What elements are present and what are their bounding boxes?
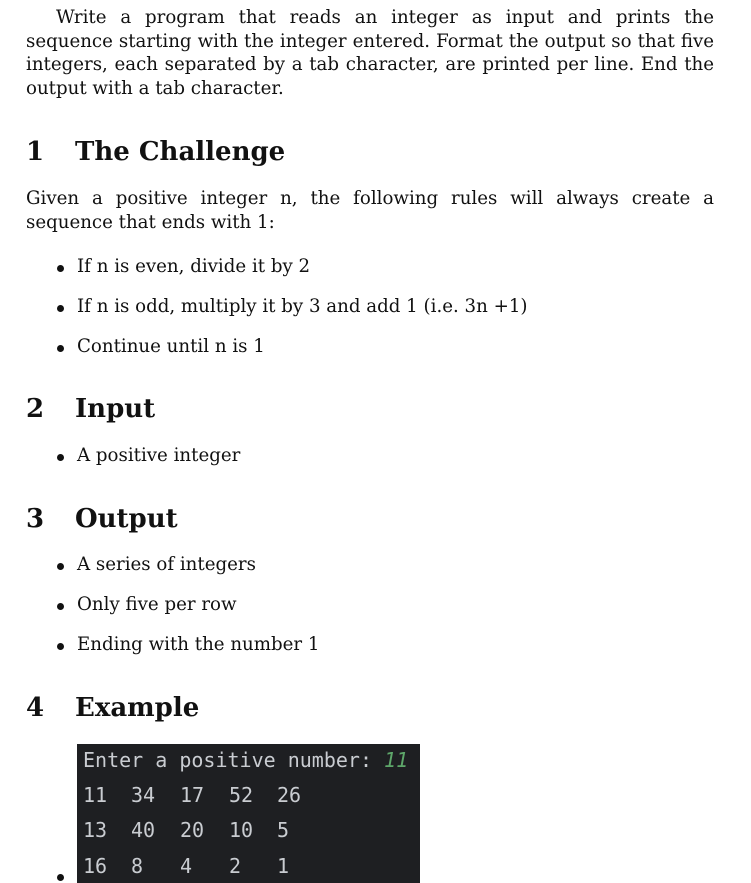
terminal-output-row [83, 815, 413, 845]
terminal-output-value: 10 [229, 818, 254, 842]
terminal-output-row [83, 780, 413, 810]
list-item-text: A series of integers [77, 554, 256, 575]
bullet-icon [57, 345, 64, 352]
bullet-icon [57, 603, 64, 610]
section-heading-example [26, 692, 199, 724]
list-item-text: Continue until n is 1 [77, 336, 265, 357]
list-item-text: If n is odd, multiply it by 3 and add 1 (i.e. 3n +1) [77, 296, 528, 317]
section-heading-output [26, 503, 178, 535]
list-item-text: If n is even, divide it by 2 [77, 256, 311, 277]
list-item [0, 633, 751, 673]
terminal-output-value: 2 [229, 854, 242, 878]
bullet-icon [57, 305, 64, 312]
section-title: The Challenge [75, 137, 286, 167]
section-number: 3 [26, 504, 45, 534]
terminal-output-value: 52 [229, 783, 254, 807]
intro-paragraph: Write a program that reads an integer as input and prints the sequence starting with the integer entered. Format the output so that five integers, each separated by a tab character, are printed per line. End the output with a tab character. [26, 7, 714, 99]
terminal-output-value: 13 [83, 818, 108, 842]
section-title: Output [75, 504, 178, 534]
list-item [0, 255, 751, 295]
bullet-icon [57, 643, 64, 650]
bullet-icon [57, 265, 64, 272]
section-heading-challenge [26, 136, 285, 168]
list-item [0, 444, 751, 484]
input-bullet-list [0, 444, 751, 484]
section-number: 1 [26, 137, 45, 167]
terminal-output-value: 5 [277, 818, 290, 842]
terminal-output-value: 20 [180, 818, 205, 842]
challenge-paragraph: Given a positive integer n, the following rules will always create a sequence that ends with 1: [26, 188, 714, 233]
section-number: 2 [26, 394, 45, 424]
terminal-prompt-line [83, 745, 408, 775]
output-bullet-list [0, 553, 751, 673]
bullet-icon [57, 874, 64, 881]
bullet-icon [57, 454, 64, 461]
example-terminal-screenshot [77, 744, 420, 883]
list-item [0, 553, 751, 593]
list-item [0, 335, 751, 375]
section-number: 4 [26, 693, 45, 723]
terminal-output-value: 4 [180, 854, 193, 878]
list-item [0, 295, 751, 335]
section-heading-input [26, 393, 155, 425]
terminal-output-value: 40 [131, 818, 156, 842]
section-title: Example [75, 693, 200, 723]
terminal-output-value: 16 [83, 854, 108, 878]
terminal-prompt: Enter a positive number: [83, 748, 385, 772]
terminal-output-value: 11 [83, 783, 108, 807]
terminal-input-value: 11 [384, 748, 409, 772]
terminal-output-value: 34 [131, 783, 156, 807]
challenge-bullet-list [0, 255, 751, 375]
terminal-output-row [83, 851, 413, 881]
list-item-text: Ending with the number 1 [77, 634, 320, 655]
list-item [0, 593, 751, 633]
terminal-output-value: 1 [277, 854, 290, 878]
terminal-output-value: 8 [131, 854, 144, 878]
terminal-output-value: 17 [180, 783, 205, 807]
list-item-text: A positive integer [77, 445, 241, 466]
terminal-output-value: 26 [277, 783, 302, 807]
section-title: Input [75, 394, 156, 424]
bullet-icon [57, 563, 64, 570]
list-item-text: Only five per row [77, 594, 237, 615]
